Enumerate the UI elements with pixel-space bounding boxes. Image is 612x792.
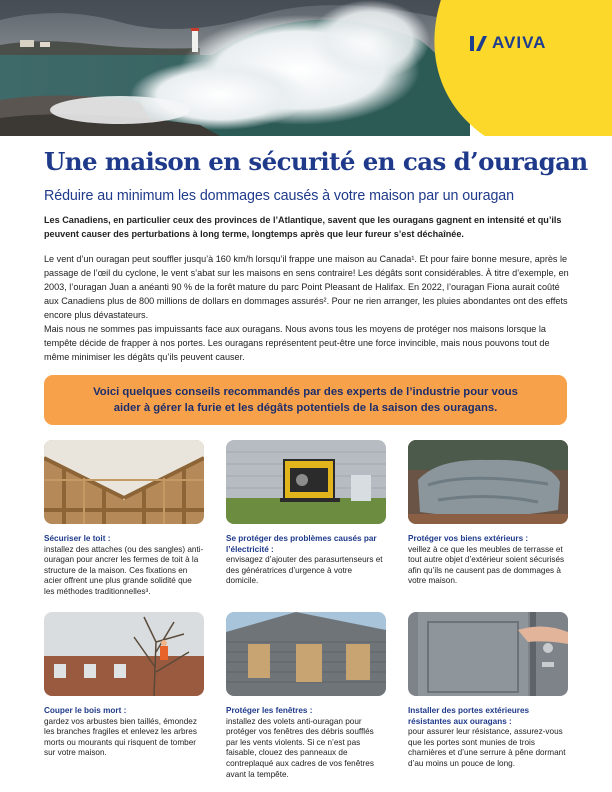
covered-furniture-photo <box>408 440 568 524</box>
generator-photo <box>226 440 386 524</box>
intro-paragraph-2: Le vent d’un ouragan peut souffler jusqu’à 160 km/h lorsqu’il frappe une maison au Canada¹. Et pour faire bonne mesure, après le passage de l’œil du cyclone, le vent s’abat sur les maisons en sens contraire! Les dégâts sont considérables. À titre d’exemple, en 2003, l’ouragan Juan a anéanti 90 % de la forêt mature du parc Point Pleasant de Halifax. En 2022, l’ouragan Fiona aurait coûté aux Canadiens plus de 800 millions de dollars en dommages assurés². Pour ne rien arranger, les pluies abondantes ont des effets encore plus dévastateurs. <box>44 254 569 320</box>
tip-card-windows <box>226 612 386 780</box>
tip-card-doors <box>408 612 568 770</box>
tip-heading: Protéger les fenêtres : <box>226 706 313 715</box>
tip-body: pour assurer leur résistance, assurez-vous que les portes sont munies de trois charnières et d’une serrure à pêne dormant d’au moins un pouce de long. <box>408 727 566 768</box>
tip-card-roof <box>44 440 204 598</box>
tip-heading: Installer des portes extérieures résistantes aux ouragans : <box>408 706 530 726</box>
tip-body: installez des attaches (ou des sangles) anti-ouragan pour ancrer les fermes de toit à la structure de la maison. Ces fixations en acier offrent une plus grande solidité que les méthodes traditionnelles³. <box>44 544 204 596</box>
tip-caption <box>408 706 568 770</box>
tip-heading: Se protéger des problèmes causés par l’électricité : <box>226 534 377 554</box>
tip-body: installez des volets anti-ouragan pour protéger vos fenêtres des débris soufflés par les vents violents. Si ce n’est pas faisable, clouez des panneaux de contreplaqué aux cadres de vos fenêtres avant la tempête. <box>226 716 374 779</box>
tip-card-deadwood <box>44 612 204 759</box>
header-banner <box>0 0 612 136</box>
tip-card-outdoor <box>408 440 568 587</box>
aviva-logo <box>470 33 546 53</box>
boarded-windows-photo <box>226 612 386 696</box>
tips-callout <box>44 375 567 425</box>
page-subtitle: Réduire au minimum les dommages causés à votre maison par un ouragan <box>44 188 515 204</box>
tip-body: envisagez d’ajouter des parasurtenseurs et des génératrices d’urgence à votre domicile. <box>226 555 383 586</box>
intro-paragraph-3: Mais nous ne sommes pas impuissants face aux ouragans. Nous avons tous les moyens de protéger nos maisons lorsque la tempête décide de frapper à nos portes. Les ouragans représentent peut-être une force invincible, mais nous pouvons tout de même minimiser les dégâts qu’ils peuvent causer. <box>44 324 550 362</box>
tip-heading: Sécuriser le toit : <box>44 534 111 543</box>
tip-caption <box>44 706 204 759</box>
tip-heading: Couper le bois mort : <box>44 706 127 715</box>
tip-caption <box>408 534 568 587</box>
tip-caption <box>226 534 386 587</box>
tip-caption <box>44 534 204 598</box>
tip-card-electricity <box>226 440 386 587</box>
brand-yellow-shape <box>380 0 612 136</box>
tip-caption <box>226 706 386 780</box>
roof-trusses-photo <box>44 440 204 524</box>
intro-lead: Les Canadiens, en particulier ceux des provinces de l’Atlantique, savent que les ouragans gagnent en intensité et qu’ils peuvent causer des perturbations à long terme, longtemps après que leur fureur s’est déchaînée. <box>44 215 562 239</box>
tip-heading: Protéger vos biens extérieurs : <box>408 534 529 543</box>
page-title: Une maison en sécurité en cas d’ouragan <box>44 147 588 176</box>
callout-text: Voici quelques conseils recommandés par des experts de l’industrie pour vous aider à gérer la furie et les dégâts potentiels de la saison des ouragans. <box>93 386 518 414</box>
tip-body: veillez à ce que les meubles de terrasse et tout autre objet d’extérieur soient sécurisés afin qu’ils ne causent pas de dommages à votre maison. <box>408 544 565 586</box>
aviva-logo-icon <box>470 36 487 51</box>
door-lock-photo <box>408 612 568 696</box>
tree-trimming-photo <box>44 612 204 696</box>
brand-name: AVIVA <box>492 33 547 52</box>
tip-body: gardez vos arbustes bien taillés, émondez les branches fragiles et enlevez les arbres morts ou mourants qui risquent de tomber sur votre maison. <box>44 716 197 758</box>
